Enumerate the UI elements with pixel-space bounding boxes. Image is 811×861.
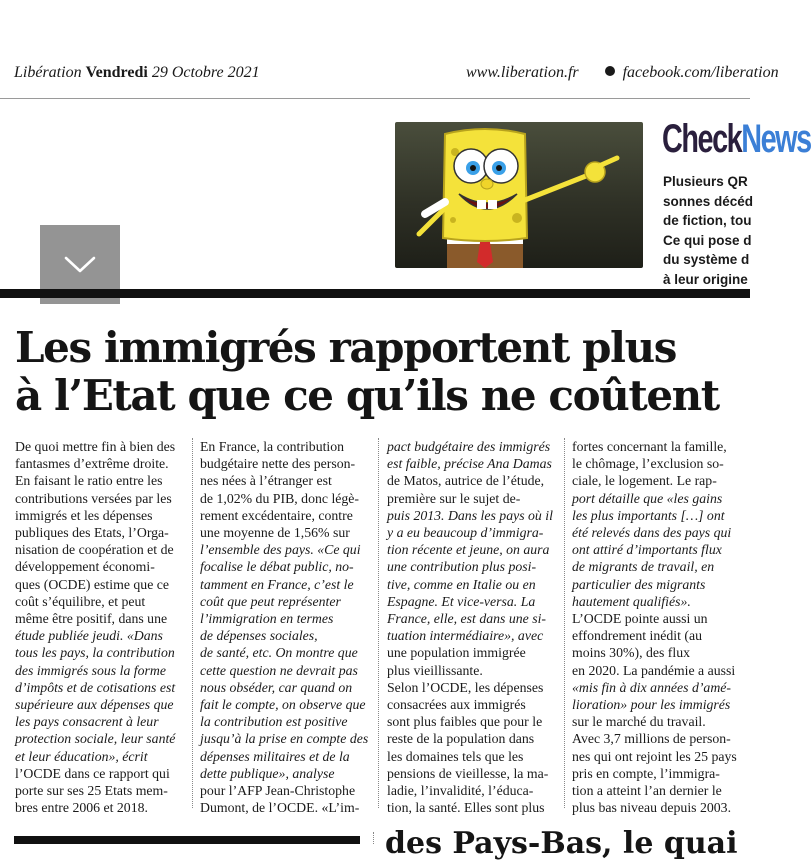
facebook-link[interactable]: facebook.com/liberation: [622, 64, 779, 81]
facebook-icon: [605, 66, 615, 76]
article-text-line: consacrées aux immigrés: [387, 697, 526, 713]
article-text-line: tion a atteint l’an dernier le: [572, 783, 722, 799]
article-text-line: d’impôts et de cotisations est: [15, 679, 176, 695]
article-text-line: en 2020. La pandémie a aussi: [572, 662, 736, 678]
article-text-line: de dépenses sociales,: [200, 628, 318, 644]
article-text-line: le chômage, l’exclusion so-: [572, 456, 724, 472]
promo-text[interactable]: Plusieurs QR sonnes décéd de fiction, tou Ce qui pose d du système d à leur origine: [663, 174, 754, 287]
article-text-line: tous les pays, la contribution: [15, 645, 175, 661]
article-text-line: la contribution est positive: [200, 714, 348, 730]
article-text-line: dépenses militaires et de la: [200, 748, 350, 764]
article-text-line: ont attiré d’importants flux: [572, 542, 722, 558]
next-article-headline: des Pays-Bas, le quai: [385, 826, 738, 861]
sponge-character-illustration: [395, 122, 643, 268]
article-text-line: ques (OCDE) estime que ce: [15, 576, 170, 592]
article-text-line: tion récente et jeune, on aura: [387, 542, 550, 558]
article-text-line: tive, comme en Italie ou en: [387, 576, 536, 592]
article-text-line: En France, la contribution: [200, 439, 345, 454]
article-text-line: rement excédentaire, contre: [200, 507, 353, 523]
article-text-line: des immigrés sous la forme: [15, 662, 166, 678]
paper-name: Libération: [14, 64, 82, 81]
article-text-line: les domaines tels que les: [387, 748, 524, 764]
article-text-line: fait le compte, on observe que: [200, 697, 366, 713]
article-text-line: l’OCDE dans ce rapport qui: [15, 765, 170, 781]
article-text-line: Espagne. Et vice-versa. La: [387, 593, 536, 609]
article-text-line: Dumont, de l’OCDE. «L’im-: [200, 800, 360, 816]
article-text-line: une moyenne de 1,56% sur: [200, 525, 350, 541]
article-text-line: L’OCDE pointe aussi un: [572, 611, 708, 627]
website-link[interactable]: www.liberation.fr: [466, 64, 579, 81]
masthead: [14, 60, 779, 90]
article-text-line: bres entre 2006 et 2018.: [15, 800, 148, 816]
article-text-line: l’immigration en termes: [200, 611, 334, 627]
article-text-line: fortes concernant la famille,: [572, 439, 727, 454]
article-column-4: [572, 438, 742, 816]
article-text-line: l’ensemble des pays. «Ce qui: [200, 542, 361, 558]
chevron-down-icon: [63, 255, 97, 275]
column-divider: [564, 438, 565, 808]
article-text-line: étude publiée jeudi. «Dans: [15, 628, 163, 644]
article-text-line: jusqu’à la prise en compte des: [200, 731, 369, 747]
article-text-line: porte sur ses 25 Etats mem-: [15, 783, 168, 799]
article-text-line: budgétaire nette des person-: [200, 456, 356, 472]
article-text-line: contributions versées par les: [15, 490, 172, 506]
article-column-3: [387, 438, 557, 816]
masthead-day: Vendredi: [85, 64, 148, 81]
article-text-line: cette question ne devrait pas: [200, 662, 358, 678]
article-text-line: reste de la population dans: [387, 731, 535, 747]
article-text-line: y a eu beaucoup d’immigra-: [387, 525, 544, 541]
article-text-line: de santé, etc. On montre que: [200, 645, 358, 661]
article-column-2: [200, 438, 370, 816]
masthead-left: [14, 64, 260, 82]
article-text-line: de Matos, autrice de l’étude,: [387, 473, 545, 489]
article-text-line: les plus importants […] ont: [572, 507, 725, 523]
article-text-line: protection sociale, leur santé: [15, 731, 176, 747]
article-text-line: ciale, le logement. Le rap-: [572, 473, 717, 489]
headline-line: à l’Etat que ce qu’ils ne coûtent: [15, 371, 719, 420]
article-text-line: Avec 3,7 millions de person-: [572, 731, 731, 747]
article-text-line: nes nées à l’étranger est: [200, 473, 332, 489]
column-divider: [192, 438, 193, 808]
article-text-line: France, elle, est dans une si-: [387, 611, 547, 627]
article-text-line: tuation intermédiaire», avec: [387, 628, 544, 644]
article-text-line: tamment en France, c’est le: [200, 576, 354, 592]
article-text-line: pris en compte, l’immigra-: [572, 765, 720, 781]
article-text-line: particulier des migrants: [572, 576, 706, 592]
article-text-line: première sur le sujet de-: [387, 490, 521, 506]
article-text-line: En faisant le ratio entre les: [15, 473, 163, 489]
article-text-line: les pays consacrent à leur: [15, 714, 159, 730]
next-article-bar: [14, 836, 360, 844]
article-text-line: une population immigrée: [387, 645, 526, 661]
article-text-line: lioration» pour les immigrés: [572, 697, 731, 713]
masthead-date: 29 Octobre 2021: [151, 64, 260, 81]
article-text-line: focalise le débat public, no-: [200, 559, 354, 575]
masthead-divider: [0, 98, 750, 99]
article-text-line: supérieure aux dépenses que: [15, 697, 174, 713]
article-text-line: tion, la santé. Elles sont plus: [387, 800, 545, 816]
article-text-line: publiques des Etats, l’Orga-: [15, 525, 169, 541]
article-text-line: été relevés dans des pays qui: [572, 525, 732, 541]
article-text-line: effondrement inédit (au: [572, 628, 702, 644]
article-text-line: pensions de vieillesse, la ma-: [387, 765, 549, 781]
article-text-line: plus vieillissante.: [387, 662, 483, 678]
article-text-line: de migrants de travail, en: [572, 559, 715, 575]
article-text-line: développement économi-: [15, 559, 155, 575]
article-text-line: plus bas niveau depuis 2003.: [572, 800, 732, 816]
article-text-line: port détaille que «les gains: [572, 490, 723, 506]
article-text-line: moins 30%), des flux: [572, 645, 691, 661]
checknews-logo-part1: Check: [662, 117, 742, 161]
headline-line: Les immigrés rapportent plus: [15, 323, 676, 372]
section-divider: [0, 289, 750, 298]
article-text-line: même être positif, dans une: [15, 611, 168, 627]
promo-image[interactable]: [395, 122, 643, 268]
article-text-line: dette publique», analyse: [200, 765, 335, 781]
article-text-line: ladie, l’invalidité, l’éduca-: [387, 783, 534, 799]
article-text-line: nes qui ont rejoint les 25 pays: [572, 748, 737, 764]
article-text-line: sur le marché du travail.: [572, 714, 706, 730]
article-text-line: sont plus faibles que pour le: [387, 714, 543, 730]
column-divider: [373, 832, 374, 844]
article-text-line: «mis fin à dix années d’amé-: [572, 679, 732, 695]
article-text-line: coût que peut représenter: [200, 593, 341, 609]
checknews-logo[interactable]: [662, 117, 811, 162]
article-text-line: Selon l’OCDE, les dépenses: [387, 679, 544, 695]
article-text-line: de 1,02% du PIB, donc légè-: [200, 490, 360, 506]
article-text-line: De quoi mettre fin à bien des: [15, 439, 176, 454]
article-column-1: [15, 438, 183, 816]
article-text-line: fantasmes d’extrême droite.: [15, 456, 169, 472]
article-text-line: pour l’AFP Jean-Christophe: [200, 783, 356, 799]
article-text-line: nisation de coopération et de: [15, 542, 174, 558]
masthead-right: [466, 64, 779, 82]
article-text-line: nous obséder, car quand on: [200, 679, 353, 695]
article-text-line: immigrés et les dépenses: [15, 507, 153, 523]
article-text-line: puis 2013. Dans les pays où il: [387, 507, 553, 523]
article-text-line: est faible, précise Ana Damas: [387, 456, 552, 472]
article-headline: [15, 324, 745, 420]
checknews-logo-part2: News: [741, 117, 811, 161]
article-text-line: et leur éducation», écrit: [15, 748, 148, 764]
article-text-line: hautement qualifiés».: [572, 593, 691, 609]
article-text-line: pact budgétaire des immigrés: [387, 439, 551, 454]
article-text-line: une contribution plus posi-: [387, 559, 537, 575]
article-text-line: coût s’équilibre, et peut: [15, 593, 146, 609]
column-divider: [378, 438, 379, 808]
